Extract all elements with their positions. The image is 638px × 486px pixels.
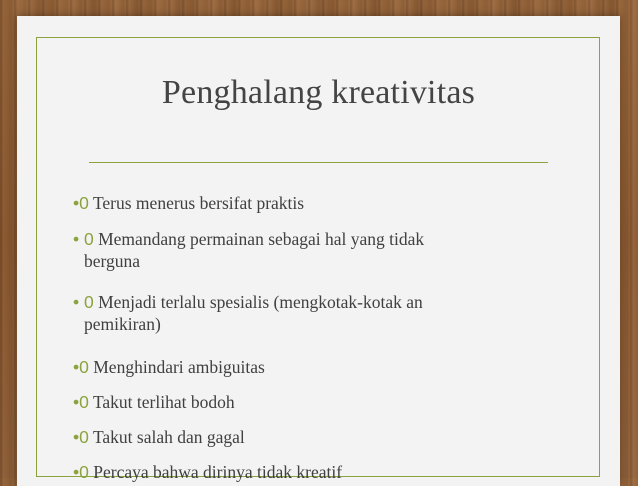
slide bbox=[17, 16, 620, 486]
bullet-dot-icon: • bbox=[73, 193, 80, 213]
bullet-text-continuation: berguna bbox=[84, 251, 141, 271]
bullet-marker: 0 bbox=[79, 357, 89, 377]
slide-title: Penghalang kreativitas bbox=[161, 74, 476, 111]
bullet-marker: 0 bbox=[84, 229, 94, 249]
bullet-marker: 0 bbox=[79, 427, 89, 447]
bullet-dot-icon: • bbox=[73, 392, 80, 412]
bullet-dot-icon: • bbox=[73, 462, 80, 482]
bullet-text: Terus menerus bersifat praktis bbox=[92, 193, 305, 213]
bullet-text: Memandang permainan sebagai hal yang tidak bbox=[98, 229, 425, 249]
bullet-item bbox=[73, 391, 533, 413]
bullet-item bbox=[73, 291, 533, 335]
bullet-dot-icon: • bbox=[73, 292, 84, 312]
bullet-dot-icon: • bbox=[73, 427, 80, 447]
bullet-marker: 0 bbox=[79, 462, 89, 482]
bullet-item bbox=[73, 356, 533, 378]
bullet-text: Menghindari ambiguitas bbox=[93, 357, 265, 377]
bullet-marker: 0 bbox=[79, 193, 89, 213]
bullet-marker: 0 bbox=[84, 292, 94, 312]
bullet-text: Takut salah dan gagal bbox=[92, 427, 245, 447]
bullet-item bbox=[73, 426, 533, 448]
bullet-marker: 0 bbox=[79, 392, 89, 412]
bullet-text: Menjadi terlalu spesialis (mengkotak-kotak an bbox=[98, 292, 423, 312]
title-divider bbox=[89, 162, 548, 163]
bullet-item bbox=[73, 192, 533, 214]
bullet-item bbox=[73, 228, 533, 272]
bullet-text: Takut terlihat bodoh bbox=[92, 392, 235, 412]
bullet-text: Percaya bahwa dirinya tidak kreatif bbox=[93, 462, 343, 482]
bullet-dot-icon: • bbox=[73, 229, 84, 249]
bullet-text-continuation: pemikiran) bbox=[84, 314, 161, 334]
bullet-dot-icon: • bbox=[73, 357, 80, 377]
bullet-item bbox=[73, 461, 533, 483]
